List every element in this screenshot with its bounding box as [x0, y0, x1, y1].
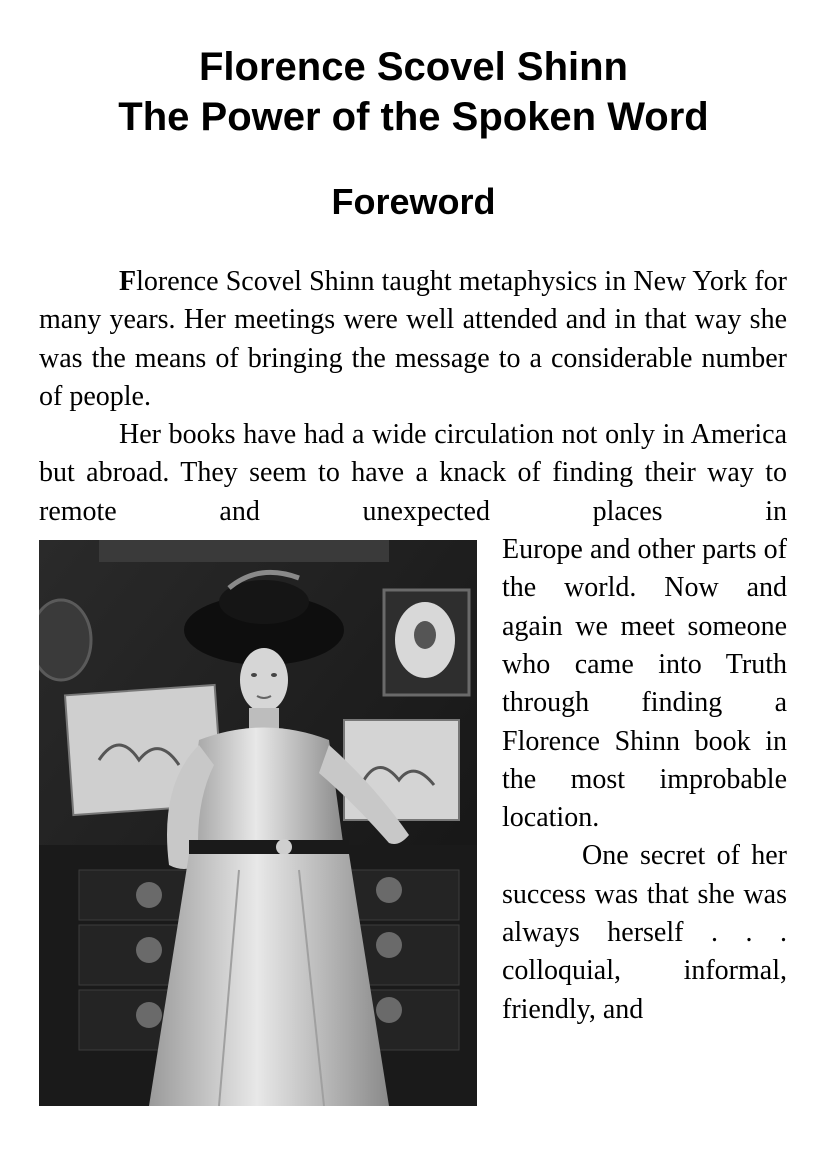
- paragraph-2-text: Her books have had a wide circulation not only in America but abroad. They seem to have a knack of finding their way to remote and unexpected places in: [39, 419, 787, 527]
- paragraph-2-text-continued: Europe and other parts of the world. Now and again we meet someone who came into Truth through finding a Florence Shinn book in the most improbable location.: [502, 534, 787, 834]
- title-line-book: The Power of the Spoken Word: [118, 95, 709, 139]
- section-heading: Foreword: [331, 181, 496, 222]
- paragraph-1: [39, 263, 787, 416]
- title-line-author: Florence Scovel Shinn: [198, 45, 628, 89]
- paragraph-2-lead: [39, 416, 787, 531]
- portrait-illustration: [39, 540, 477, 1106]
- document-title: [0, 42, 827, 142]
- paragraph-3-text: One secret of her success was that she was always herself . . . colloquial, informal, friendly, and: [502, 840, 787, 1025]
- first-letter: F: [119, 266, 137, 297]
- foreword-body: [39, 263, 787, 1106]
- paragraph-1-text: lorence Scovel Shinn taught metaphysics in New York for many years. Her meetings were well attended and in that way she was the means of bringing the message to a considerable number of people.: [39, 266, 787, 412]
- portrait-photo: [39, 540, 477, 1106]
